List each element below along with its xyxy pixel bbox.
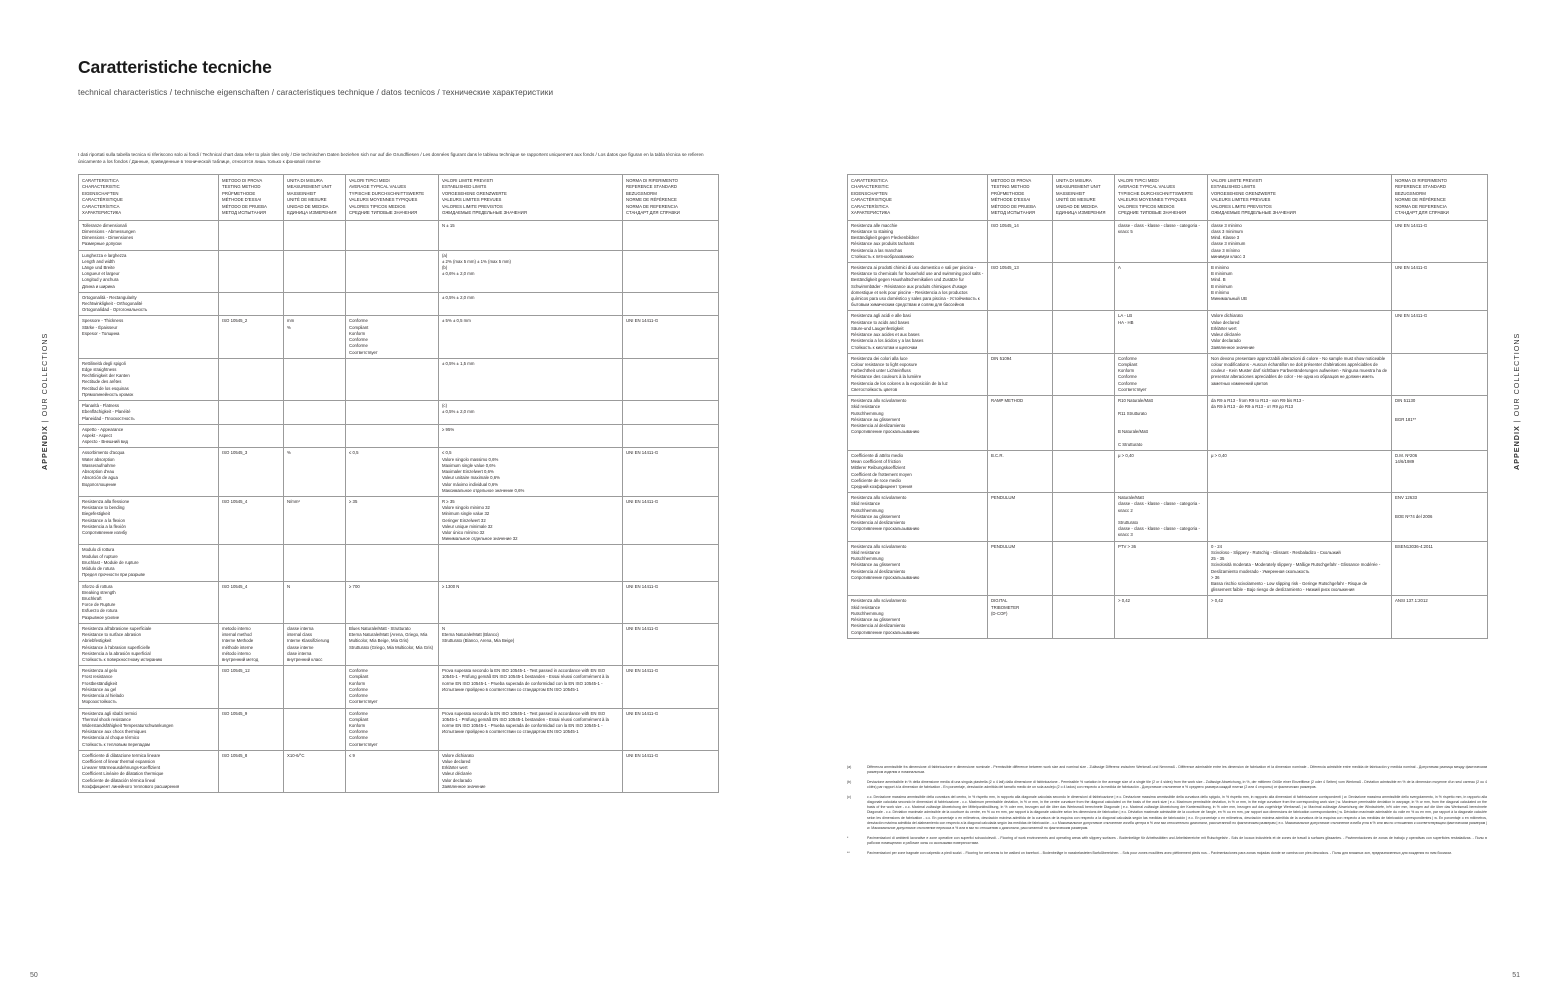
footnote-mark-0: (a) [847,765,852,769]
right-table-cell-3-4: Non devono presentare apprezzabili alterazioni di colore - No sample must show noticeable colour modifications - Auscun échantillon ne doit présenter d'altérations appréciables de couleur - Kein Muster darf sichtbare Farbveränderungen aufweisen - Ninguna muestra ha de presentar alteraciones apreciables de color - Не одна из образцов не должен иметь заметных изменений цветов [1208,353,1392,395]
table-row [848,262,1488,311]
side-label-left [40,333,49,470]
footnote-text-1: Deviazione ammissibile in % della dimensione media di una singola piastrella (2 o 4 lati) dalla dimensione di fabbricazione - Permissible % variation in the average size of a single tile (2 or 4 sides) from the work size - Zulässige Abweichung, in %, der mittleren Größe einer Einzelfliese (2 oder 4 Seiten) vom Werkmaß - Déviation admissible en % de la dimension moyenne d'un seul carreau (2 ou 4 côtés) par rapport à la dimension de fabrication - En porcentaje, desviación admitida del tamaño medio de un sola azulejo (2 o 4 lados) con respecto a la medida de fabricación - Допустимое отклонение в % среднего размера каждой плитки (2 или 4 стороны) от фактических размеров. [867,780,1487,790]
right-table-cell-7-0: Resistenza allo scivolamento Skid resistance Rutschhemmung Résistance au glissement Resistencia al deslizamiento Сопротивление проскальзыванию [848,541,988,596]
right-table-col-header-3: VALORI TIPICI MEDI AVERAGE TYPICAL VALUES TYPISCHE DURCHSCHNITTSWERTE VALEURS MOYENNES TYPIQUES VALORES TIPICOS MEDIOS СРЕДНИЕ ТИПОВЫЕ ЗНАЧЕНИЯ [1115,175,1208,221]
footnote-text-4: Pavimentazioni per zone bagnate con calpestio a piedi scalzi. - Flooring for wet areas to be walked on barefoot. - Bodenbeläge in nassbelasteten Barfußbereichen. - Sols pour zones mouillées avec piétinement pieds nus. - Pavimentaciones para zonas mojadas donde se camina con pies descalzos. - Полы для влажных зон, предназначенных для хождения по ним босиком. [867,850,1452,855]
side-label-right-rest: | OUR COLLECTIONS [1512,332,1521,426]
right-table-cell-0-2 [1053,220,1115,262]
left-table-cell-1-0: Lunghezza e larghezza Length and width Länge und Breite Longueur et largeur Longitud y anchura Длина и ширина [79,250,219,292]
left-table-cell-12-3: Conforme Compliant Konform Conforme Conforme Coответствует [346,666,439,708]
footnotes-block [847,765,1487,861]
left-table-cell-13-4: Prova superata secondo la EN ISO 10545-1 - Test passed in accordance with EN ISO 10545-1 - Prüfung gemäß EN ISO 10545-1 bestanden - Essai réussi conformément à la norme EN ISO 10545-1 - Prueba superada de conformidad con la EN ISO 10545-1 - Испытание пройдено в соответствии со стандартом EN ISO 10545-1 [439,708,623,750]
table-row [79,545,719,581]
right-table-cell-3-0: Resistenza dei colori alla luce Colour resistance to light exposure Farbechtheit unter Lichteinfluss Résistance des couleurs à la lumière Resistencia de los colores a la exposición de la luz Светостойкость цветов [848,353,988,395]
table-row [848,541,1488,596]
left-table-cell-11-0: Resistenza all'abrasione superficiale Resistance to surface abrasion Abriebfestigkeit Résistance à l'abrasion superficielle Resistencia a la abrasión superficial Стойкость к поверхностному истиранию [79,623,219,665]
left-table-cell-10-0: Sforzo di rottura Breaking strength Bruchkraft Force de Rupture Esfuerzo de rotura Разрывное усилие [79,581,219,623]
left-table-cell-7-1: ISO 10545_3 [219,448,284,497]
left-table-cell-11-5: UNI EN 14411-G [623,623,719,665]
left-table-cell-7-2: % [284,448,346,497]
right-table-cell-1-3: A [1115,262,1208,311]
right-table-cell-4-2 [1053,396,1115,451]
right-table-col-header-5: NORMA DI RIFERIMENTO REFERENCE STANDARD BEZUGSNORM NORME DE RÉFÉRENCE NORMA DE REFERENCIA СТАНДАРТ ДЛЯ СПРАВКИ [1392,175,1488,221]
table-row [79,401,719,425]
table-row [79,750,719,792]
left-table-cell-5-5 [623,401,719,425]
left-table-cell-8-4: R ≥ 35 Valore singolo minimo 32 Minimum single value 32 Geringer Einzelwert 32 Valeur unique minimale 32 Valor único mínimo 32 Минимальное отдельное значение 32 [439,496,623,545]
left-table-cell-5-1 [219,401,284,425]
table-row [79,623,719,665]
left-table-cell-8-0: Resistenza alla flessione Resistance to bending Biegefestigkeit Resistance a la flexion Resistencia a la flexión Сопротивление изгибу [79,496,219,545]
left-table-cell-8-2: N/mm² [284,496,346,545]
left-table-cell-2-5 [623,292,719,316]
left-table-cell-11-3: Blues Naturale/Matt - Strutturato Eterna Naturale/Matt (Arena, Griego, Mia Multicolor, Mia Beige, Mia Gris) Strutturato (Griego, Mia Multicolor, Mia Gris) [346,623,439,665]
table-right-head [848,175,1488,221]
right-table-cell-5-3: μ > 0,40 [1115,450,1208,492]
left-table-cell-12-5: UNI EN 14411-G [623,666,719,708]
left-table-cell-4-3 [346,358,439,400]
left-table-cell-0-1 [219,220,284,250]
right-table-cell-1-4: B minimo B minimum Mind. B B minimum B mínimo Минимальный UB [1208,262,1392,311]
page-number-left: 50 [30,972,38,979]
left-table-cell-14-0: Coefficiente di dilatazione termica lineare Coefficient of linear thermal expansion Linearer Wärmeausdehnungs-Koeffizient Coefficient Linéaire de dilatation thermique Coeficiente de dilatación térmica lineal Коэффициент линейного теплового расширения [79,750,219,792]
right-table-cell-5-5: D.M. Nº206 14/6/1989 [1392,450,1488,492]
right-table-cell-5-1: B.C.R. [988,450,1053,492]
left-table-cell-8-1: ISO 10545_4 [219,496,284,545]
technical-table-left [78,174,719,793]
left-table-cell-4-1 [219,358,284,400]
left-table-col-header-3: VALORI TIPICI MEDI AVERAGE TYPICAL VALUES TYPISCHE DURCHSCHNITTSWERTE VALEURS MOYENNES TYPIQUES VALORES TIPICOS MEDIOS СРЕДНИЕ ТИПОВЫЕ ЗНАЧЕНИЯ [346,175,439,221]
side-label-right-bold: APPENDIX [1512,425,1521,470]
right-table-cell-6-4 [1208,493,1392,542]
page-subtitle: technical characteristics / technische eigenschaften / caracteristiques technique / datos tecnicos / технические характеристики [78,88,554,97]
left-table-cell-10-4: ≥ 1300 N [439,581,623,623]
right-table-cell-7-2 [1053,541,1115,596]
table-row [79,496,719,545]
table-row [79,250,719,292]
right-table-cell-1-2 [1053,262,1115,311]
left-table-cell-1-3 [346,250,439,292]
right-table-cell-6-0: Resistenza allo scivolamento Skid resistance Rutschhemmung Résistance au glissement Resistencia al deslizamiento Сопротивление проскальзыванию [848,493,988,542]
right-table-cell-5-4: μ > 0,40 [1208,450,1392,492]
table-row [79,708,719,750]
table-header-row [848,175,1488,221]
left-table-cell-14-5: UNI EN 14411-G [623,750,719,792]
table-row [848,220,1488,262]
left-table-cell-13-0: Resistenza agli sbalzi termici Thermal shock resistance Widerstandsfähigkeit Temperaturschwankungen Résistance aux chocs thermiques Resistencia al choque térmico Стойкость к тепловым перепадам [79,708,219,750]
right-table-col-header-4: VALORI LIMITE PREVISTI ESTABLISHED LIMITS VORGESEHENE GRENZWERTE VALEURS LIMITES PREVUES VALORES LIMITE PREVISTOS ОЖИДАЕМЫЕ ПРЕДЕЛЬНЫЕ ЗНАЧЕНИЯ [1208,175,1392,221]
left-table-cell-13-2 [284,708,346,750]
table-row [848,353,1488,395]
right-table-cell-1-1: ISO 10545_13 [988,262,1053,311]
page-title: Caratteristiche tecniche [78,57,272,77]
page-number-right: 51 [1512,972,1520,979]
left-table-cell-12-2 [284,666,346,708]
footnote-mark-2: (c) [847,795,852,800]
right-table-cell-2-0: Resistenza agli acidi e alle basi Resistance to acids and bases Säure-und Laugenfestigkeit Résistance aux acides et aux bases Resistencia a los ácidos y a las bases Стойкость к кислотам и щелочам [848,311,988,353]
left-table-cell-3-0: Spessore - Thickness Stärke - Épaisseur Espesor - Толщина [79,316,219,358]
right-table-cell-8-3: > 0,42 [1115,596,1208,638]
top-note: I dati riportati sulla tabella tecnica si riferiscono solo ai fondi / Technical chart data refer to plain tiles only / Die technischen Daten beziehen sich nur auf die Grundfliesen / Les données figurant dans le tableau technique se rapportent uniquement aux fonds / Los datos que figuran en la tabla técnica se refieren únicamente a los fondos / Данные, приведенные в технической таблице, относятся лишь только к фоновой плитке [78,152,704,164]
right-table-cell-2-2 [1053,311,1115,353]
left-table-cell-7-0: Assorbimento d'acqua Water absorption Wasseraufnahme Absorption d'eau Absorción de agua Водопоглощение [79,448,219,497]
left-table-cell-11-2: classe interna internal class Interne Klassifizierung classe interne clase interna внутренний класс [284,623,346,665]
left-table-col-header-5: NORMA DI RIFERIMENTO REFERENCE STANDARD BEZUGSNORM NORME DE RÉFÉRENCE NORMA DE REFERENCIA СТАНДАРТ ДЛЯ СПРАВКИ [623,175,719,221]
right-table-cell-0-0: Resistenza alle macchie Resistance to staining Beständigkeit gegen Fleckenbildner Résistance aux produits tachants Resistencia a las manchas Стойкость к пятнообразованию [848,220,988,262]
footnote-4 [847,851,1487,856]
right-table-cell-7-4: 0 - 24 Scivoloso - Slippery - Rutschig - Glissant - Resbaladizo - Скользкий 25 - 35 Scivolosità moderata - Moderately slippery - Mäßige Rutschgefahr - Glissance modérée - Deslizamiento moderado - Умеренная скользкость > 36 Bassa rischio scivolamento - Low slipping risk - Geringe Rutschgefahr - Risque de glissement faible - Bajo riesgo de deslizamiento - Низкий риск скольжения [1208,541,1392,596]
table-row [848,493,1488,542]
table-row [79,666,719,708]
table-header-row [79,175,719,221]
left-table-cell-10-1: ISO 10545_4 [219,581,284,623]
right-table-cell-0-4: classe 3 minimo class 3 minimum Mind. Klasse 3 classe 3 minimum clase 3 mínimo минимум класс 3 [1208,220,1392,262]
left-table-cell-9-4 [439,545,623,581]
table-row [848,596,1488,638]
left-table-cell-9-2 [284,545,346,581]
left-table-cell-4-5 [623,358,719,400]
left-table-cell-14-3: ≤ 9 [346,750,439,792]
left-table-cell-10-2: N [284,581,346,623]
right-table-cell-2-4: Valore dichiarato Value declared Erklärter wert Valeur déclarée Valor declarado Заявленное значение [1208,311,1392,353]
footnote-1 [847,780,1487,790]
left-table-col-header-1: METODO DI PROVA TESTING METHOD PRÜFMETHODE MÉTHODE D'ESSAI MÉTODO DE PRUEBA МЕТОД ИСПЫТАНИЯ [219,175,284,221]
left-table-cell-9-5 [623,545,719,581]
right-table-cell-7-5: BSEN13036-4:2011 [1392,541,1488,596]
left-table-cell-6-0: Aspetto - Appearance Aspekt - Aspect Aspecto - Внешний вид [79,424,219,448]
footnote-0 [847,765,1487,775]
left-table-cell-14-4: Valore dichiarato Value declared Erklärter wert Valeur déclarée Valor declarado Заявленное значение [439,750,623,792]
table-row [848,450,1488,492]
right-table-cell-0-3: classe - class - klasse - classe - categoria - класс 5 [1115,220,1208,262]
right-table-col-header-2: UNITA DI MISURA MEASUREMENT UNIT MASSEINHEIT UNITÉ DE MESURE UNIDAD DE MEDIDA ЕДИНИЦА ИЗМЕРЕНИЯ [1053,175,1115,221]
table-row [79,316,719,358]
left-table-cell-4-2 [284,358,346,400]
right-table-cell-0-1: ISO 10545_14 [988,220,1053,262]
left-table-cell-3-1: ISO 10545_2 [219,316,284,358]
right-table-cell-1-0: Resistenza ai prodotti chimici di uso domestico e sali per piscina - Resistance to chemicals for household use and swimming pool salts - Beständigkeit gegen Haushaltschemikalien und Zusätze fur Schwimmbäder - Résistance aux produits chimiques d'usage domestique et sels pour piscine - Resistencia a los productos químicos para uso doméstico y sales para piscina - Устойчивость к бытовым химическим средствам и солям для бассейнов [848,262,988,311]
left-table-cell-1-5 [623,250,719,292]
left-table-cell-8-5: UNI EN 14411-G [623,496,719,545]
footnote-mark-4: ** [847,850,850,855]
table-right-body [848,220,1488,638]
footnote-mark-1: (b) [847,780,852,785]
left-table-col-header-2: UNITA DI MISURA MEASUREMENT UNIT MASSEINHEIT UNITÉ DE MESURE UNIDAD DE MEDIDA ЕДИНИЦА ИЗМЕРЕНИЯ [284,175,346,221]
footnote-text-3: Pavimentazioni di ambienti lavorative e zone operative con superfici sdrucciolevoli. - Flooring of work environments and operating areas with slippery surfaces - Bodenbeläge für Arbeitsstätten und Arbeitsbereiche mit Rutschgefahr - Sols de locaux industriels et de zones de travail à surfaces glissantes. - Pavimentaciones de zonas de trabajo y operativas con superficies resbaladizas. - Полы в рабочих помещениях и рабочие зоны со скользкими поверхностями. [867,835,1487,845]
table-row [79,220,719,250]
left-table-cell-4-0: Rettilineità degli spigoli Edge straightness Rechtlinigkeit der Kanten Rectitude des arêtes Rectitud de los esquinas Прямолинейность кромок [79,358,219,400]
right-table-cell-3-3: Conforme Compliant Konform Conforme Conforme Coответствует [1115,353,1208,395]
left-table-cell-3-4: ± 5% ± 0,5 mm [439,316,623,358]
left-table-cell-5-2 [284,401,346,425]
right-table-cell-3-5 [1392,353,1488,395]
right-table-cell-5-0: Coefficiente di attrito medio Mean coefficient of friction Mittlerer Reibungskoeffizient Coefficient de frottement moyen Coeficiente de roce medio Средний коэффициент трения [848,450,988,492]
right-table-cell-8-1: DIGITAL TRIBOMETER (D-COF) [988,596,1053,638]
left-table-col-header-0: CARATTERISTICA CHARACTERISTIC EIGENSCHAFTEN CARACTÉRISTIQUE CARACTERÍSTICA ХАРАКТЕРИСТИКА [79,175,219,221]
table-row [79,358,719,400]
footnote-mark-3: * [847,835,849,840]
technical-table-right [847,174,1488,639]
left-table-cell-14-2: X10-6/°C [284,750,346,792]
left-table-cell-8-3: ≥ 35 [346,496,439,545]
right-table-cell-2-1 [988,311,1053,353]
left-table-cell-9-3 [346,545,439,581]
left-table-cell-3-3: Conforme Compliant Konform Conforme Conforme Coответствует [346,316,439,358]
left-table-cell-9-1 [219,545,284,581]
right-table-cell-2-5: UNI EN 14411-G [1392,311,1488,353]
left-table-cell-7-5: UNI EN 14411-G [623,448,719,497]
right-table-cell-8-4: > 0,42 [1208,596,1392,638]
left-table-cell-1-2 [284,250,346,292]
right-table-cell-0-5: UNI EN 14411-G [1392,220,1488,262]
table-row [79,581,719,623]
right-table-cell-6-1: PENDULUM [988,493,1053,542]
left-table-cell-1-1 [219,250,284,292]
right-table-col-header-1: METODO DI PROVA TESTING METHOD PRÜFMETHODE MÉTHODE D'ESSAI MÉTODO DE PRUEBA МЕТОД ИСПЫТАНИЯ [988,175,1053,221]
left-table-cell-3-2: mm % [284,316,346,358]
table-row [79,448,719,497]
right-table-cell-4-4: da R9 a R13 - from R9 to R13 - von R9 bis R13 - da R9 à R13 - de R9 a R13 - от R9 до R13 [1208,396,1392,451]
right-table-cell-1-5: UNI EN 14411-G [1392,262,1488,311]
left-table-cell-10-5: UNI EN 14411-G [623,581,719,623]
left-table-cell-11-4: N Eterna Naturale/Matt (Blanco) Strutturato (Blanco, Arena, Mia Beige) [439,623,623,665]
right-table-col-header-0: CARATTERISTICA CHARACTERISTIC EIGENSCHAFTEN CARACTÉRISTIQUE CARACTERÍSTICA ХАРАКТЕРИСТИКА [848,175,988,221]
left-table-cell-2-0: Ortogonalità - Rectangularity Rechtwinkligkeit - Orthogonalité Ortogonalidad - Ортогональность [79,292,219,316]
right-table-cell-6-5: ENV 12633 BOE Nº74 del 2006 [1392,493,1488,542]
right-table-cell-3-2 [1053,353,1115,395]
right-table-cell-7-3: PTV > 36 [1115,541,1208,596]
left-table-cell-2-3 [346,292,439,316]
left-table-cell-6-2 [284,424,346,448]
left-table-cell-5-0: Planarità - Flatness Ebenflächigkeit - Planéité Planeidad - Плоскостность [79,401,219,425]
table-row [79,424,719,448]
right-table-cell-8-5: ANSI 137.1:2012 [1392,596,1488,638]
table-left-head [79,175,719,221]
left-table-cell-4-4: ± 0,5% ± 1,5 mm [439,358,623,400]
left-table-cell-5-4: (c) ± 0,5% ± 2,0 mm [439,401,623,425]
left-table-cell-2-4: ± 0,5% ± 2,0 mm [439,292,623,316]
left-table-cell-2-2 [284,292,346,316]
left-table-cell-0-4: N ± 15 [439,220,623,250]
left-table-cell-7-4: ≤ 0,5 Valore singolo massimo 0,6% Maximum single value 0,6% Maximaler Einzelwert 0,6% Valeur unitaire maximale 0,6% Valor máximo individual 0,6% Максимальное отдельное значение 0,6% [439,448,623,497]
left-table-cell-13-3: Conforme Compliant Konform Conforme Conforme Coответствует [346,708,439,750]
left-table-cell-6-4: ≥ 95% [439,424,623,448]
footnote-2 [847,795,1487,830]
left-table-cell-1-4: (a) ± 2% (max 5 mm) ± 1% (max 5 mm) (b) ± 0,6% ± 2,0 mm [439,250,623,292]
left-table-cell-6-1 [219,424,284,448]
left-table-cell-6-3 [346,424,439,448]
left-table-cell-13-1: ISO 10545_9 [219,708,284,750]
right-table-cell-4-3: R10 Naturale/Matt R11 Strutturato B Naturale/Matt C Strutturato [1115,396,1208,451]
right-table-cell-6-3: Naturale/Matt classe - class - klasse - classe - categoria - класс 2 Strutturato classe - class - klasse - classe - categoria - класс 3 [1115,493,1208,542]
right-table-cell-4-1: RAMP METHOD [988,396,1053,451]
footnote-text-0: Differenza ammissibile fra dimensione di fabbricazione e dimensione nominale - Permissible difference between work size and nominal size - Zulässige Differenz zwischen Werkmaß und Nennmaß - Différence admissible entre les dimension de fabrication et la dimension nominale - Diferencia admisible entre medida de fabricación y medida nominal - Допустимая разница между фактическим размером изделия и номинальным. [867,765,1487,775]
right-table-cell-3-1: DIN 51094 [988,353,1053,395]
left-table-cell-2-1 [219,292,284,316]
side-label-right [1512,333,1521,470]
right-table-cell-4-5: DIN 51130 BGR 181** [1392,396,1488,451]
left-table-cell-11-1: metodo interno internal method Interne Methode méthode interne método interno внутренний метод [219,623,284,665]
left-table-cell-7-3: ≤ 0,5 [346,448,439,497]
right-table-cell-6-2 [1053,493,1115,542]
right-table-cell-4-0: Resistenza allo scivolamento Skid resistance Rutschhemmung Résistance au glissement Resistencia al deslizamiento Сопротивление проскальзыванию [848,396,988,451]
right-table-cell-8-2 [1053,596,1115,638]
left-table-cell-14-1: ISO 10545_8 [219,750,284,792]
left-table-cell-0-0: Tolleranze dimensionali Dimensions - Abmessungen Dimensions - Dimensiones Размерные допуски [79,220,219,250]
right-table-cell-7-1: PENDULUM [988,541,1053,596]
left-table-cell-12-4: Prova superata secondo la EN ISO 10545-1 - Test passed in accordance with EN ISO 10545-1 - Prüfung gemäß EN ISO 10545-1 bestanden - Essai réussi conformément à la norme EN ISO 10545-1 - Prueba superada de conformidad con la EN ISO 10545-1 - Испытание пройдено в соответствии со стандартом EN ISO 10545-1 [439,666,623,708]
table-row [848,311,1488,353]
right-table-cell-5-2 [1053,450,1115,492]
left-table-cell-5-3 [346,401,439,425]
right-table-cell-2-3: LA - LB HA - HB [1115,311,1208,353]
left-table-cell-0-5 [623,220,719,250]
left-table-cell-12-1: ISO 10545_12 [219,666,284,708]
left-table-cell-0-3 [346,220,439,250]
side-label-left-rest: | OUR COLLECTIONS [40,332,49,426]
table-row [79,292,719,316]
left-table-cell-9-0: Modulo di rottura Modulus of rupture Bruchlast - Module de rupture Módulo de rotura Предел прочности при разрыве [79,545,219,581]
left-table-cell-3-5: UNI EN 14411-G [623,316,719,358]
left-table-cell-10-3: ≥ 700 [346,581,439,623]
table-row [848,396,1488,451]
left-table-col-header-4: VALORI LIMITE PREVISTI ESTABLISHED LIMITS VORGESEHENE GRENZWERTE VALEURS LIMITES PREVUES VALORES LIMITE PREVISTOS ОЖИДАЕМЫЕ ПРЕДЕЛЬНЫЕ ЗНАЧЕНИЯ [439,175,623,221]
left-table-cell-0-2 [284,220,346,250]
right-table-cell-8-0: Resistenza allo scivolamento Skid resistance Rutschhemmung Résistance au glissement Resistencia al deslizamiento Сопротивление проскальзыванию [848,596,988,638]
left-table-cell-6-5 [623,424,719,448]
table-left-body [79,220,719,793]
side-label-left-bold: APPENDIX [40,425,49,470]
left-table-cell-12-0: Resistenza al gelo Frost resistance Frostbeständigkeit Résistance au gel Resistencia al hielado Морозостойкость [79,666,219,708]
footnote-3 [847,836,1487,846]
footnote-text-2: c.c. Deviazione massima ammissibile della curvatura del centro, in % rispetto mm, in rapporto alla diagonale calcolata secondo le dimensioni di fabbricazione | e.c. Deviazione massima ammissibile della curvatura dello spigolo, in % rispetto mm, in rapporto alla dimensioni di fabbricazione corrispondenti | w. Deviazione massima ammissibile dello svergolamento, in % rispetto mm, in rapporto alla diagonale calcolata secondo le dimensioni di fabbricazione - c.c. Maximum permissible deviation, in % or mm, in the centre curvature from the diagonal calculated on the basis of the work size | e.c. Maximum permissible deviation, in % or mm, in the edge curvature from the corresponding work size | w. Maximum permissible deviation in warpage, in % or mm, from the diagonal calculated on the basis of the work size - c.c. Maximal zulässige Abweichung der Mittelpunktwölbung, in % oder mm, bezogen auf die über das Werksmaß berechnete Diagonale | e.c. Maximal zulässige Abweichung der Kantenwölbung, in % oder mm, bezogen auf das zugehörige Werksmaß | w. Maximal zulässige Abweichung der Windschiefe, in% oder mm, bezogen auf die über das Werksmaß berechnete Diagonale - c.c. Déviation maximale admissible de la courbure du centre, en % ou en mm, par rapport à la diagonale calculée selon les dimensions de fabrication | e.c. Déviation maximale admissible de la courbure de l'angle, en % ou en mm, par rapport aux dimensions de fabrication correspondantes | w. Déviation maximale admissible du voile en % ou en mm, par rapport à la diagonale calculée selon les dimensions de fabrication - c.c. En porcentaje o en milímetros, desviación máxima admitida de la curvatura de la esquina con respecto a la diagonal calculada según las medidas de fabricación | e.c. En porcentaje o en milímetros, desviación máxima admitida de la curvatura de la esquina con respecto a las medidas de fabricación correspondientes | w. En porcentaje o en milímetros, desviación máxima admitida del alabeamiento con respecto a la diagonal calculada según las medidas de fabricación - c.c Максимальное допустимое отклонение изгиба центра в % или мм относительно диагонали, рассчитанной по фактическим размерам | e.c. Максимальное допустимое отклонение изгиба угла в % или мм по отношению к соответствующим фактическим размерам | w. Максимальное допустимое отклонение перекоса в % или в мм по отношению к диагонали, рассчитанной по фактическим размерам. [867,795,1487,830]
left-table-cell-13-5: UNI EN 14411-G [623,708,719,750]
